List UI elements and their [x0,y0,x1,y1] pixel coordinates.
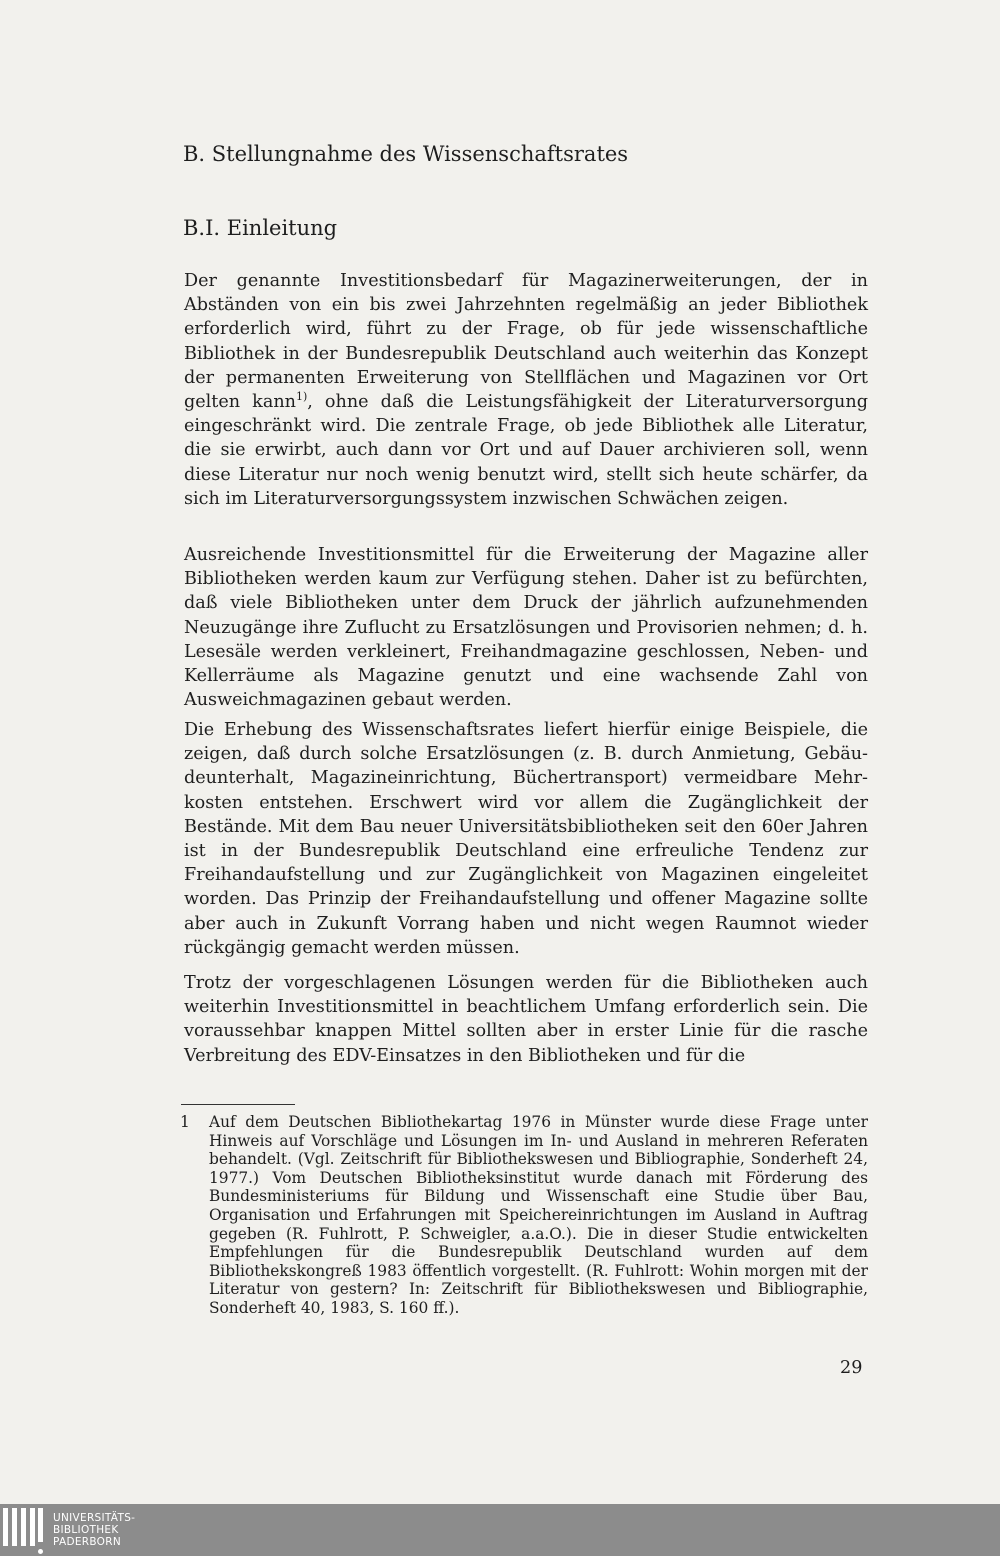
logo-line-3: PADERBORN [53,1536,121,1548]
footnote-number: 1 [180,1113,190,1131]
footnote-text: Auf dem Deutschen Bibliothekartag 1976 in Münster wurde diese Frage unter Hinweis auf Vorschläge und Lösungen im In- und Ausland in mehreren Referaten behandelt. (Vgl. Zeitschrift für Bibliothekswesen und Bibliographie, Sonderheft 24, 1977.) Vom Deutschen Bibliotheksinstitut wurde danach mit Förderung des Bundesministeriums für Bildung und Wissenschaft eine Studie über Bau, Organisation und Erfahrungen mit Speichereinrichtungen im Ausland in Auftrag gegeben (R. Fuhlrott, P. Schweigler, a.a.O.). Die in dieser Studie entwickelten Empfehlungen für die Bundesrepublik Deutschland wurden auf dem Bibliothekskongreß 1983 öffentlich vorgestellt. (R. Fuhlrott: Wohin morgen mit der Literatur von gestern? In: Zeitschrift für Bibliothekswesen und Bibliographie, Sonderheft 40, 1983, S. 160 ff.). [209,1113,868,1317]
library-footer-bar [0,1504,1000,1556]
paragraph-4: Trotz der vorgeschlagenen Lösungen werden für die Bibliotheken auch weiterhin Investitionsmittel in beachtlichem Umfang erforderlich sein. Die voraussehbar knappen Mittel sollten aber in erster Linie für die rasche Verbreitung des EDV-Einsatzes in den Bibliotheken und für die [184,973,868,1066]
logo-line-2: BIBLIOTHEK [53,1524,119,1536]
page-number: 29 [840,1358,863,1378]
paragraph-3: Die Erhebung des Wissenschaftsrates liefert hierfür einige Beispiele, die zeigen, daß durch solche Ersatzlösungen (z. B. durch Anmietung, Gebäudeunterhalt, Magazineinrichtung, Büchertransport) vermeidbare Mehrkosten entstehen. Erschwert wird vor allem die Zugänglichkeit der Bestände. Mit dem Bau neuer Universitätsbibliotheken seit den 60er Jahren ist in der Bundesrepublik Deutschland eine erfreuliche Tendenz zur Freihandaufstellung und zur Zugänglichkeit von Magazinen eingeleitet worden. Das Prinzip der Freihandaufstellung und offener Magazine sollte aber auch in Zukunft Vorrang haben und nicht wegen Raumnot wieder rückgängig gemacht werden müssen. [184,720,868,958]
footnote-divider [181,1104,295,1105]
paragraph-2: Ausreichende Investitionsmittel für die Erweiterung der Magazine aller Bibliotheken werden kaum zur Verfügung stehen. Daher ist zu befürchten, daß viele Bibliotheken unter dem Druck der jährlich aufzunehmenden Neuzugänge ihre Zuflucht zu Ersatzlösungen und Provisorien nehmen; d. h. Lesesäle werden verkleinert, Freihandmagazine geschlossen, Neben- und Kellerräume als Magazine genutzt und eine wachsende Zahl von Ausweichmagazinen gebaut werden. [184,545,868,711]
library-logo-text [53,1512,135,1548]
footnote [180,1113,868,1318]
paragraph-1-part-1: Der genannte Investitionsbedarf für Magazinerweiterungen, der in Abständen von ein bis zwei Jahrzehnten regelmäßig an jeder Bibliothek erforderlich wird, führt zu der Frage, ob für jede wissenschaftliche Bibliothek in der Bundesrepublik Deutschland auch weiterhin das Konzept der permanenten Erweiterung von Stellflächen und Magazinen vor Ort gelten kann [184,271,868,413]
paragraph-1 [184,269,868,511]
subsection-heading: B.I. Einleitung [183,216,338,240]
logo-line-1: UNIVERSITÄTS- [53,1512,136,1524]
library-logo-icon [0,1508,48,1552]
section-heading: B. Stellungnahme des Wissenschaftsrates [183,142,629,166]
footnote-reference[interactable]: 1) [295,390,308,404]
paragraph-1-part-2: , ohne daß die Leistungsfähigkeit der Literaturversorgung eingeschränkt wird. Die zentrale Frage, ob jede Bibliothek alle Literatur, die sie erwirbt, auch dann vor Ort und auf Dauer archivieren soll, wenn diese Literatur nur noch wenig benutzt wird, stellt sich heute schärfer, da sich im Literaturversorgungssystem inzwischen Schwächen zeigen. [184,392,868,509]
